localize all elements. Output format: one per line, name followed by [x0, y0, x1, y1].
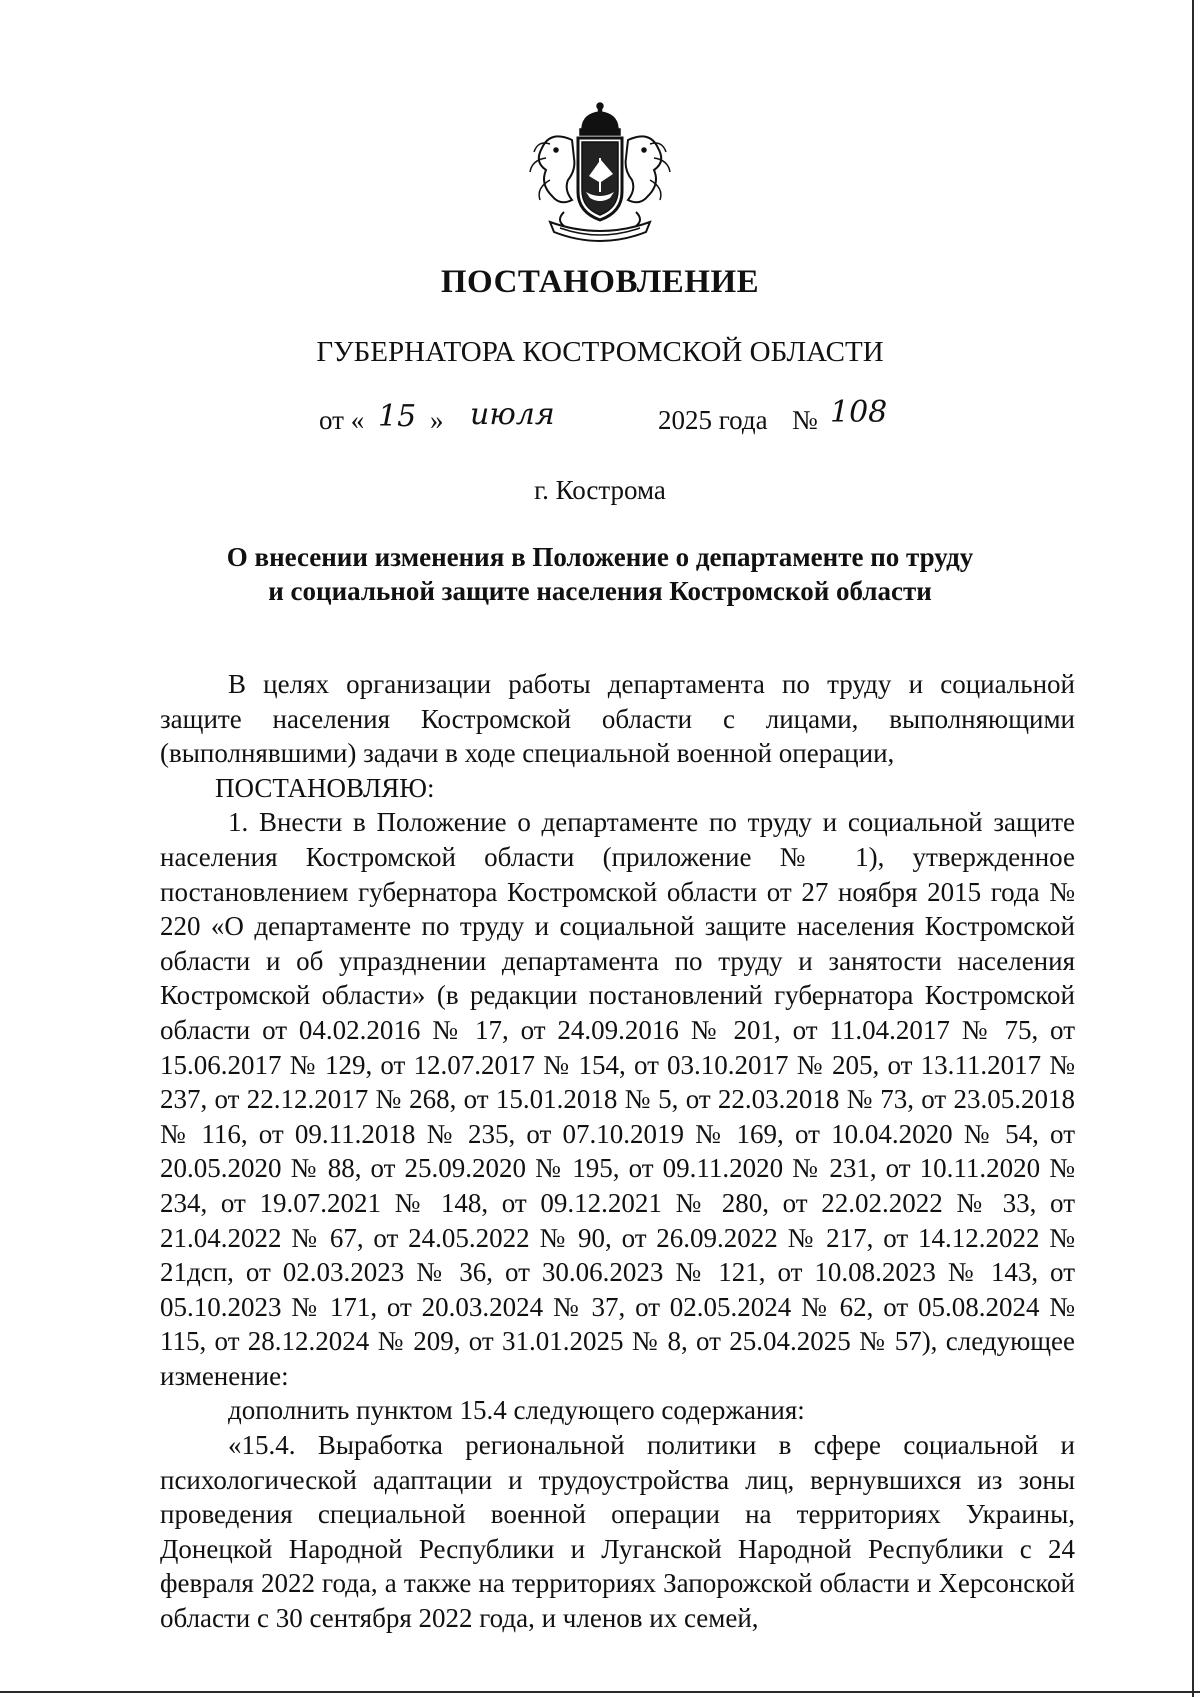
document-number-handwritten: 108 — [830, 395, 888, 430]
date-number-line — [0, 395, 1200, 445]
document-heading — [200, 540, 1000, 608]
heading-line: О внесении изменения в Положение о департаменте по труду — [226, 542, 974, 572]
number-label: № — [792, 405, 818, 435]
date-month-handwritten: июля — [470, 397, 555, 432]
date-year: 2025 года — [658, 405, 768, 435]
paragraph-supplement: дополнить пунктом 15.4 следующего содержания: — [228, 1395, 805, 1426]
date-prefix: от « — [319, 405, 365, 435]
scan-edge-bottom — [0, 1691, 1200, 1693]
document-title: ПОСТАНОВЛЕНИЕ — [440, 264, 760, 300]
heading-line: и социальной защите населения Костромской области — [268, 576, 932, 606]
paragraph-resolve: ПОСТАНОВЛЯЮ: — [215, 772, 435, 803]
city: г. Кострома — [534, 475, 666, 505]
paragraph-preamble: В целях организации работы департамента по труду и социальной защите населения Костромской области с лицами, выполняющими (выполнявшими) задачи в ходе специальной военной операции, — [160, 669, 1075, 769]
scan-edge-right — [1192, 0, 1194, 1697]
coat-of-arms-icon — [520, 100, 680, 255]
date-close-quote: » — [430, 405, 444, 435]
paragraph-quote-15-4: «15.4. Выработка региональной политики в сфере социальной и психологической адаптации и трудоустройства лиц, вернувшихся из зоны проведения специальной военной операции на территориях Украины, Донецкой Народной Республики и Луганской Народной Республики с 24 февраля 2022 года, а также на территориях Запорожской области и Херсонской области с 30 сентября 2022 года, и членов их семей, — [160, 1430, 1075, 1634]
date-day-handwritten: 15 — [378, 399, 417, 434]
document-body — [160, 667, 1075, 1636]
paragraph-item-1: 1. Внести в Положение о департаменте по труду и социальной защите населения Костромской области (приложение № 1), утвержденное постановлением губернатора Костромской области от 27 ноября 2015 года № 220 «О департаменте по труду и социальной защите населения Костромской области и об упразднении департамента по труду и занятости населения Костромской области» (в редакции постановлений губернатора Костромской области от 04.02.2016 № 17, от 24.09.2016 № 201, от 11.04.2017 № 75, от 15.06.2017 № 129, от 12.07.2017 № 154, от 03.10.2017 № 205, от 13.11.2017 № 237, от 22.12.2017 № 268, от 15.01.2018 № 5, от 22.03.2018 № 73, от 23.05.2018 № 116, от 09.11.2018 № 235, от 07.10.2019 № 169, от 10.04.2020 № 54, от 20.05.2020 № 88, от 25.09.2020 № 195, от 09.11.2020 № 231, от 10.11.2020 № 234, от 19.07.2021 № 148, от 09.12.2021 № 280, от 22.02.2022 № 33, от 21.04.2022 № 67, от 24.05.2022 № 90, от 26.09.2022 № 217, от 14.12.2022 № 21дсп, от 02.03.2023 № 36, от 30.06.2023 № 121, от 10.08.2023 № 143, от 05.10.2023 № 171, от 20.03.2024 № 37, от 02.05.2024 № 62, от 05.08.2024 № 115, от 28.12.2024 № 209, от 31.01.2025 № 8, от 25.04.2025 № 57), следующее изменение: — [160, 807, 1075, 1391]
document-issuer: ГУБЕРНАТОРА КОСТРОМСКОЙ ОБЛАСТИ — [316, 336, 884, 368]
